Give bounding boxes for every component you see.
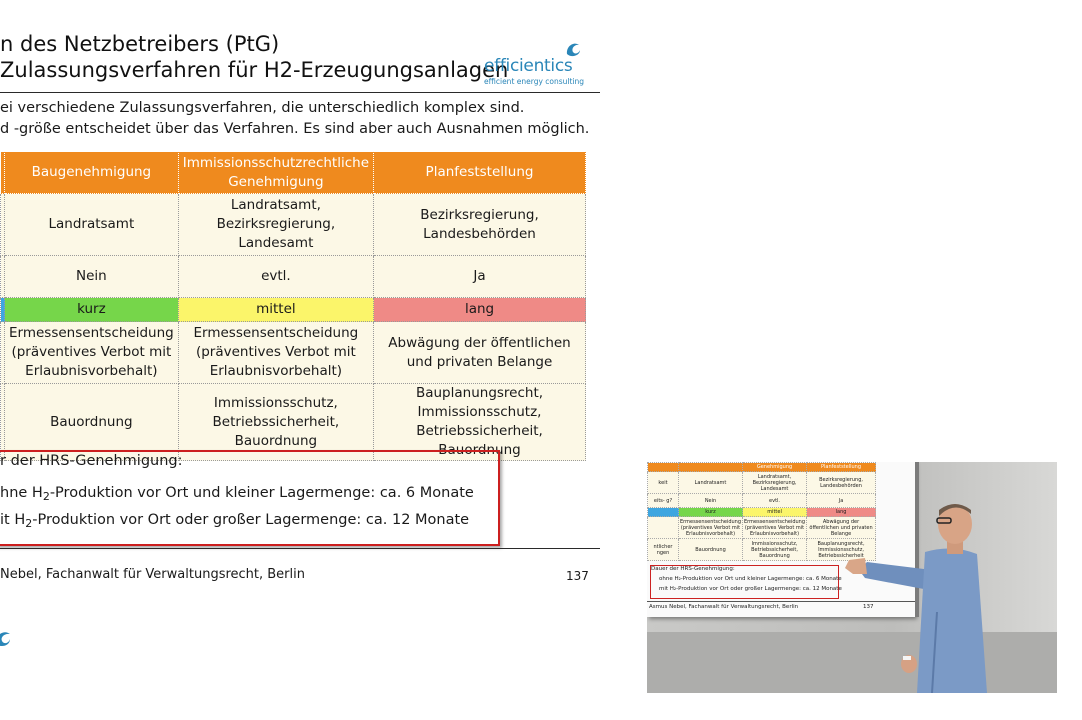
table-cell: Bezirksregierung, Landesbehörden bbox=[807, 472, 876, 494]
duration-lang: lang bbox=[374, 298, 586, 322]
hrs-box-heading: r der HRS-Genehmigung: bbox=[0, 453, 183, 469]
table-cell: Ermessensentscheidung (präventives Verbot mit Erlaubnisvorbehalt) bbox=[744, 518, 806, 537]
header-baugenehmigung: Baugenehmigung bbox=[5, 152, 179, 194]
table-cell: Landratsamt bbox=[5, 194, 179, 256]
procedures-table bbox=[0, 151, 586, 461]
table-row bbox=[1, 256, 586, 298]
table-row bbox=[648, 463, 876, 472]
slide-title-line1: n des Netzbetreibers (PtG) bbox=[0, 32, 280, 56]
speaker-video-inset[interactable] bbox=[647, 462, 1057, 693]
table-cell: Ja bbox=[374, 256, 586, 298]
header-immissionsschutz: Immissionsschutzrechtliche Genehmigung bbox=[178, 152, 373, 194]
table-cell: Landratsamt, Bezirksregierung, Landesamt bbox=[178, 194, 373, 256]
logo-wordmark: efficientics bbox=[484, 56, 573, 76]
table-cell: Bauplanungsrecht, Immissionsschutz, Betriebssicherheit, Bauordnung bbox=[374, 384, 586, 461]
header-planfeststellung: Planfeststellung bbox=[374, 152, 586, 194]
hrs-line1-post: -Produktion vor Ort und kleiner Lagermenge: ca. 6 Monate bbox=[49, 485, 474, 501]
table-cell: Ermessensentscheidung (präventives Verbot mit Erlaubnisvorbehalt) bbox=[178, 322, 373, 384]
table-cell bbox=[679, 463, 743, 472]
efficientics-logo bbox=[484, 48, 584, 88]
logo-tagline: efficient energy consulting bbox=[484, 77, 585, 86]
table-cell: Landratsamt, Bezirksregierung, Landesamt bbox=[743, 472, 807, 494]
header-rule bbox=[0, 92, 600, 93]
table-cell: Landratsamt bbox=[679, 472, 743, 494]
table-row bbox=[1, 194, 586, 256]
table-cell: Ermessensentscheidung (präventives Verbot mit Erlaubnisvorbehalt) bbox=[5, 322, 179, 384]
intro-line-1: ei verschiedene Zulassungsverfahren, die unterschiedlich komplex sind. bbox=[0, 100, 525, 116]
table-cell: Immissionsschutz, Betriebssicherheit, Bauordnung bbox=[178, 384, 373, 461]
table-row bbox=[648, 472, 876, 494]
table-row bbox=[1, 384, 586, 461]
presenter-figure bbox=[837, 492, 1017, 693]
duration-mittel: mittel bbox=[178, 298, 373, 322]
hrs-line2-pre: it H bbox=[0, 512, 26, 528]
slide-footer: Nebel, Fachanwalt für Verwaltungsrecht, Berlin bbox=[0, 567, 305, 582]
hrs-line1-sub: 2 bbox=[42, 490, 50, 503]
table-cell: Ermessensentscheidung (präventives Verbot mit Erlaubnisvorbehalt) bbox=[680, 518, 742, 537]
table-cell: Nein bbox=[679, 494, 743, 508]
logo-swirl-icon bbox=[0, 626, 12, 648]
table-cell: keit bbox=[648, 472, 679, 494]
duration-kurz: kurz bbox=[5, 298, 179, 322]
table-cell: evtl. bbox=[743, 494, 807, 508]
table-cell: Ja bbox=[807, 494, 876, 508]
table-cell bbox=[648, 508, 679, 517]
table-cell: eits- g? bbox=[648, 494, 679, 508]
hrs-line2-sub: 2 bbox=[25, 517, 33, 530]
table-cell: Genehmigung bbox=[743, 463, 807, 472]
table-cell: Bauordnung bbox=[679, 539, 743, 561]
intro-line-2: d -größe entscheidet über das Verfahren. Es sind aber auch Ausnahmen möglich. bbox=[0, 121, 590, 137]
table-cell: lang bbox=[807, 508, 876, 517]
table-row bbox=[1, 322, 586, 384]
table-cell: Nein bbox=[5, 256, 179, 298]
table-cell bbox=[648, 463, 679, 472]
table-header-row bbox=[1, 152, 586, 194]
hrs-line2-post: -Produktion vor Ort oder großer Lagermenge: ca. 12 Monate bbox=[32, 512, 470, 528]
mini-footer: Asmus Nebel, Fachanwalt für Verwaltungsrecht, Berlin bbox=[649, 604, 799, 610]
table-row-duration bbox=[1, 298, 586, 322]
table-cell: Bezirksregierung, Landesbehörden bbox=[374, 194, 586, 256]
hrs-box-line-2 bbox=[0, 512, 469, 530]
mini-box-heading: Dauer der HRS-Genehmigung: bbox=[651, 566, 735, 572]
mini-box-line-2: mit H₂-Produktion vor Ort oder großer Lagermenge: ca. 12 Monate bbox=[659, 586, 842, 592]
table-cell bbox=[648, 517, 679, 539]
footer-rule bbox=[0, 548, 600, 549]
table-cell: mittel bbox=[743, 508, 807, 517]
table-cell: Planfeststellung bbox=[807, 463, 876, 472]
table-cell: Immissionsschutz, Betriebssicherheit, Bauordnung bbox=[743, 539, 807, 561]
slide-title-line2: Zulassungsverfahren für H2-Erzeugungsanlagen bbox=[0, 58, 509, 82]
table-cell: Abwägung der öffentlichen und privaten Belange bbox=[374, 322, 586, 384]
mini-box-line-1: ohne H₂-Produktion vor Ort und kleiner Lagermenge: ca. 6 Monate bbox=[659, 576, 842, 582]
hrs-line1-pre: hne H bbox=[0, 485, 43, 501]
table-cell: Bauplanungsrecht, Immissionsschutz, Betriebssicherheit bbox=[807, 539, 876, 561]
hrs-box-line-1 bbox=[0, 485, 474, 503]
table-cell: kurz bbox=[679, 508, 743, 517]
logo-swirl-icon bbox=[564, 40, 582, 58]
page-number: 137 bbox=[566, 569, 589, 583]
table-cell: evtl. bbox=[178, 256, 373, 298]
table-cell: Bauordnung bbox=[5, 384, 179, 461]
mini-page-number: 137 bbox=[863, 604, 874, 610]
slide bbox=[0, 20, 600, 600]
table-cell: ntlicher ngen bbox=[648, 539, 679, 561]
table-cell: Abwägung der öffentlichen und privaten Belange bbox=[807, 517, 876, 539]
